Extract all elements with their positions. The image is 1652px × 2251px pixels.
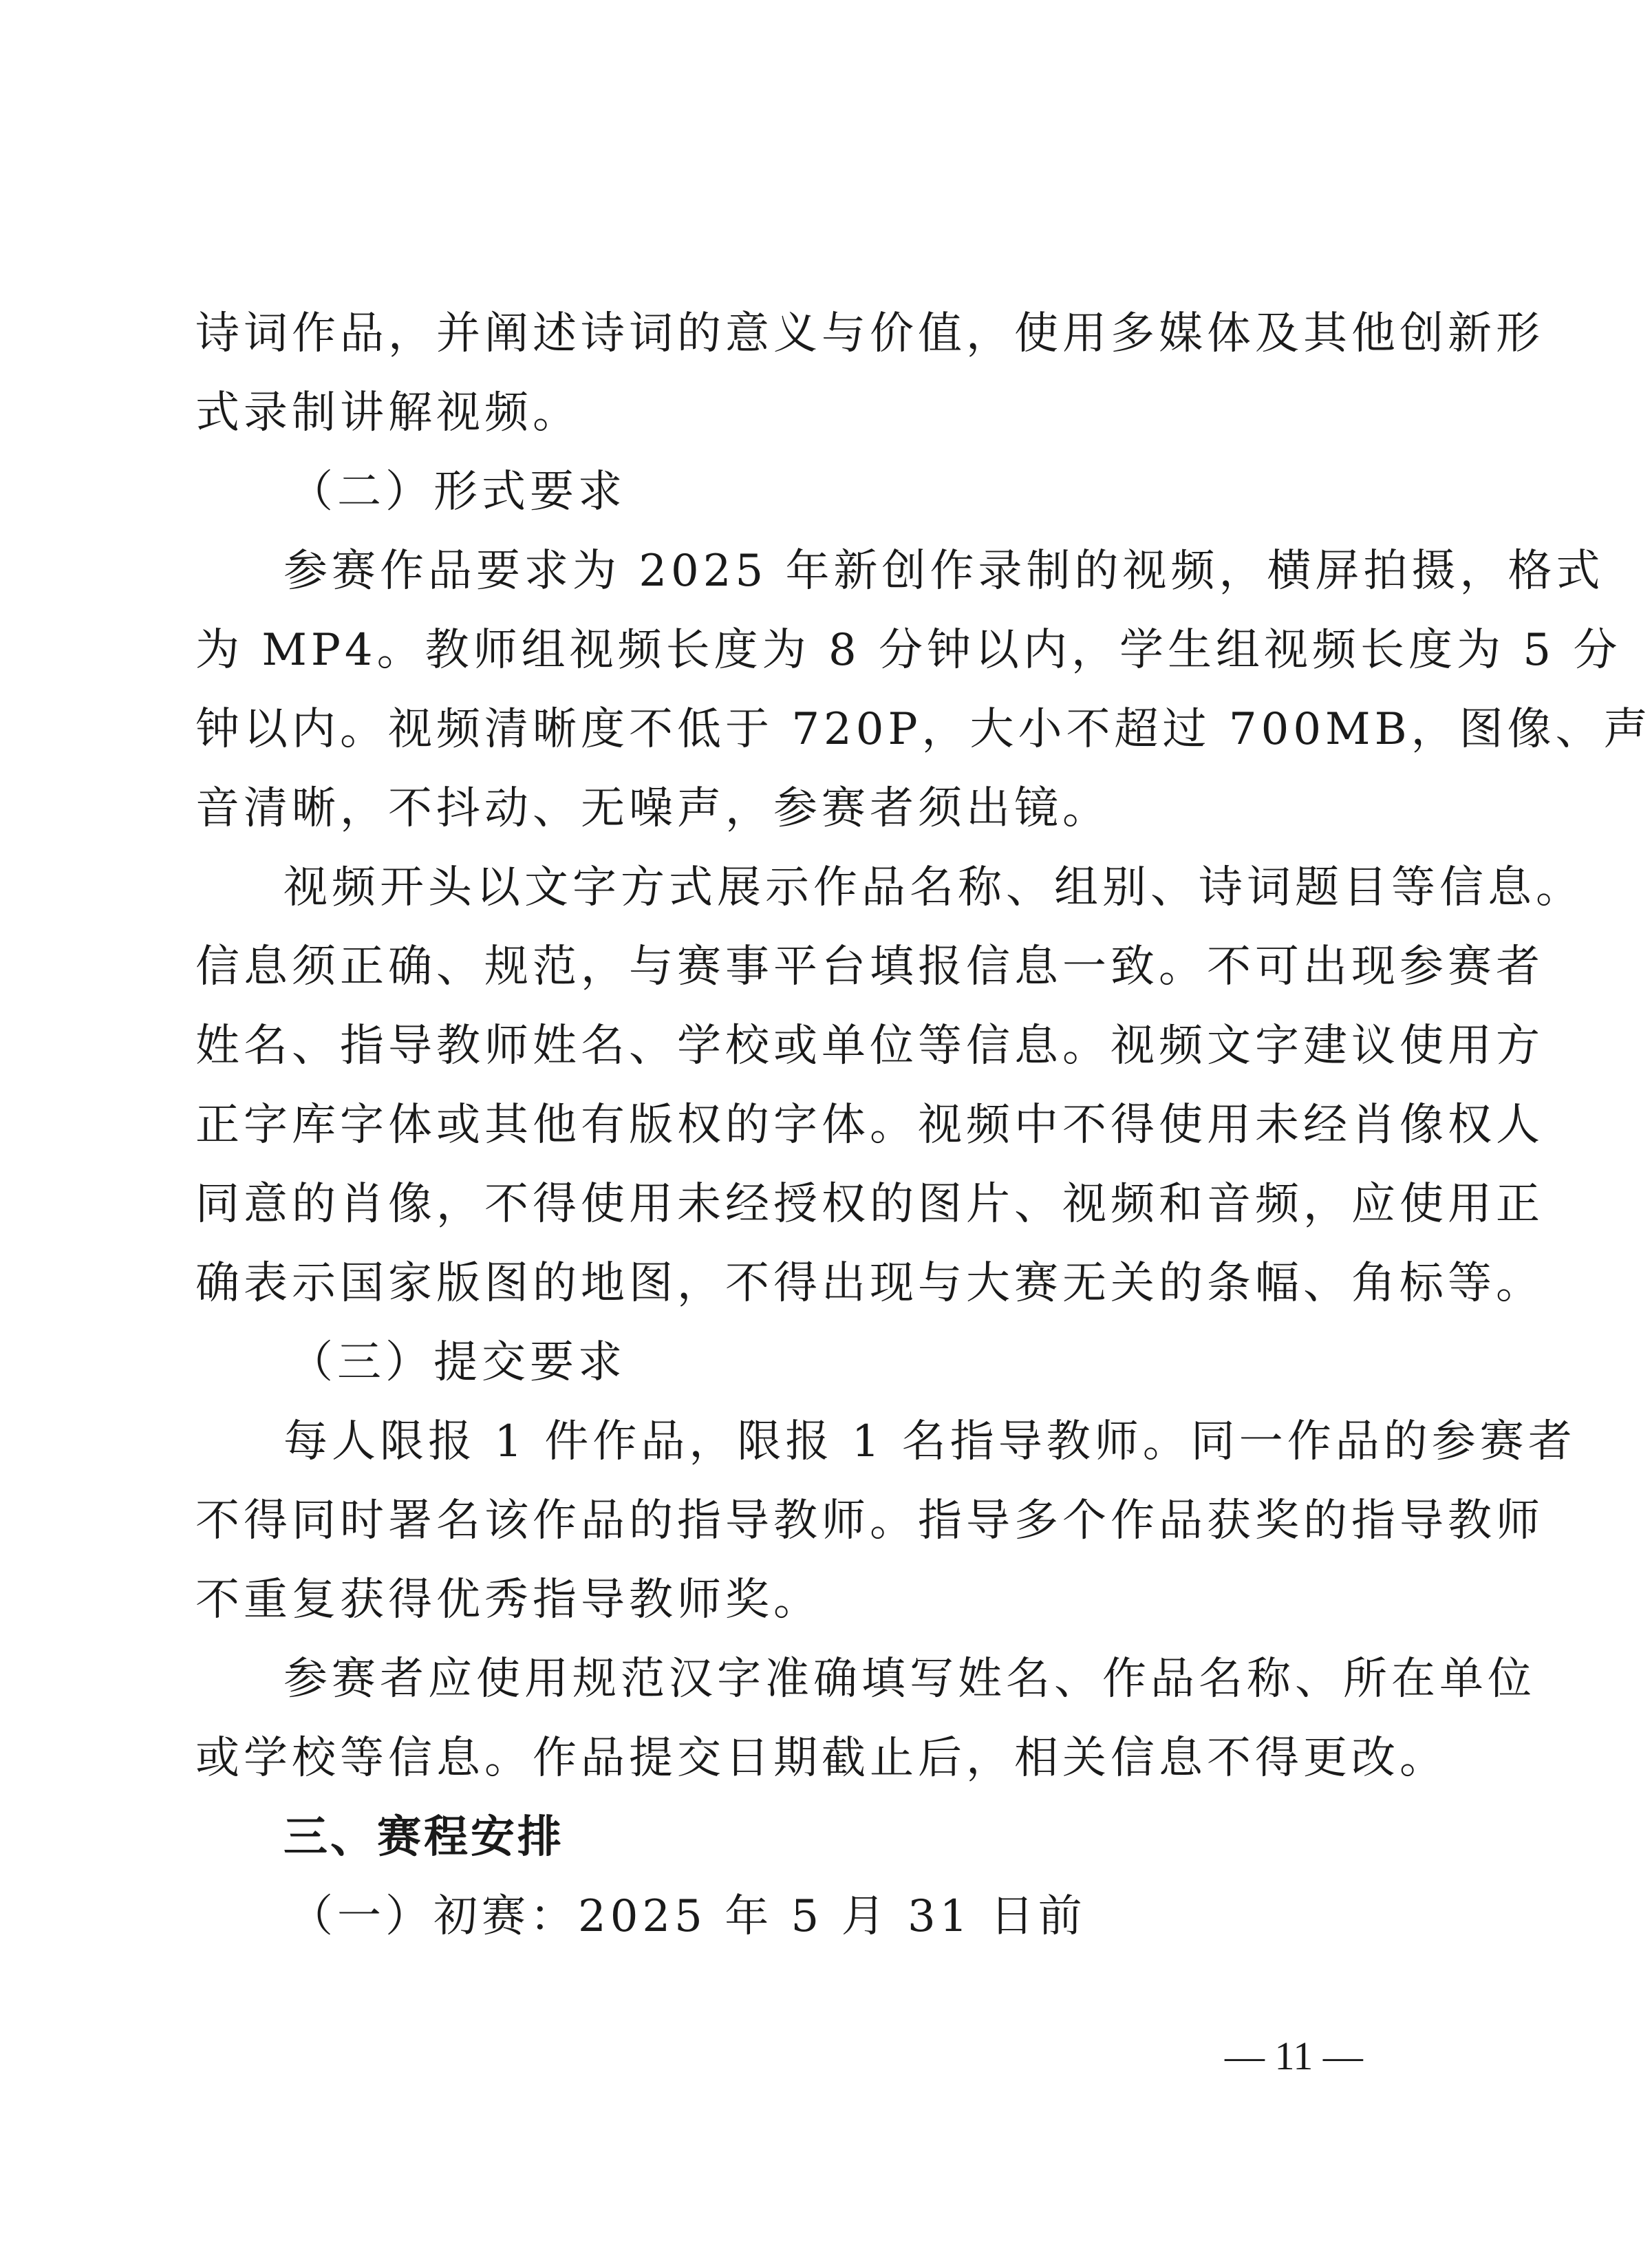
body-line: 正字库字体或其他有版权的字体。视频中不得使用未经肖像权人: [195, 1100, 1544, 1151]
body-line: 不得同时署名该作品的指导教师。指导多个作品获奖的指导教师: [195, 1495, 1544, 1546]
body-line: 确表示国家版图的地图，不得出现与大赛无关的条幅、角标等。: [195, 1258, 1544, 1309]
body-line: 式录制讲解视频。: [195, 387, 581, 438]
body-line: 姓名、指导教师姓名、学校或单位等信息。视频文字建议使用方: [195, 1021, 1544, 1071]
body-line: 诗词作品，并阐述诗词的意义与价值，使用多媒体及其他创新形: [195, 308, 1544, 359]
page-number: — 11 —: [1225, 2034, 1363, 2078]
body-line: 视频开头以文字方式展示作品名称、组别、诗词题目等信息。: [283, 862, 1584, 913]
part-heading-schedule: 三、赛程安排: [283, 1812, 564, 1863]
body-line: 不重复获得优秀指导教师奖。: [195, 1575, 822, 1625]
body-line: 每人限报 1 件作品，限报 1 名指导教师。同一作品的参赛者: [283, 1416, 1576, 1467]
body-line: 参赛者应使用规范汉字准确填写姓名、作品名称、所在单位: [283, 1654, 1536, 1705]
subsection-heading-preliminary: （一）初赛：2025 年 5 月 31 日前: [289, 1891, 1086, 1942]
body-line: 同意的肖像，不得使用未经授权的图片、视频和音频，应使用正: [195, 1179, 1544, 1230]
body-line: 音清晰，不抖动、无噪声，参赛者须出镜。: [195, 783, 1111, 834]
body-line: 信息须正确、规范，与赛事平台填报信息一致。不可出现参赛者: [195, 941, 1544, 992]
body-line: 钟以内。视频清晰度不低于 720P，大小不超过 700MB，图像、声: [195, 704, 1652, 755]
body-line: 参赛作品要求为 2025 年新创作录制的视频，横屏拍摄，格式: [283, 546, 1605, 597]
section-heading-form-requirements: （二）形式要求: [289, 467, 626, 518]
section-heading-submission-requirements: （三）提交要求: [289, 1337, 626, 1388]
document-body: [195, 295, 1652, 1956]
body-line: 为 MP4。教师组视频长度为 8 分钟以内，学生组视频长度为 5 分: [195, 625, 1622, 676]
body-line: 或学校等信息。作品提交日期截止后，相关信息不得更改。: [195, 1733, 1448, 1784]
